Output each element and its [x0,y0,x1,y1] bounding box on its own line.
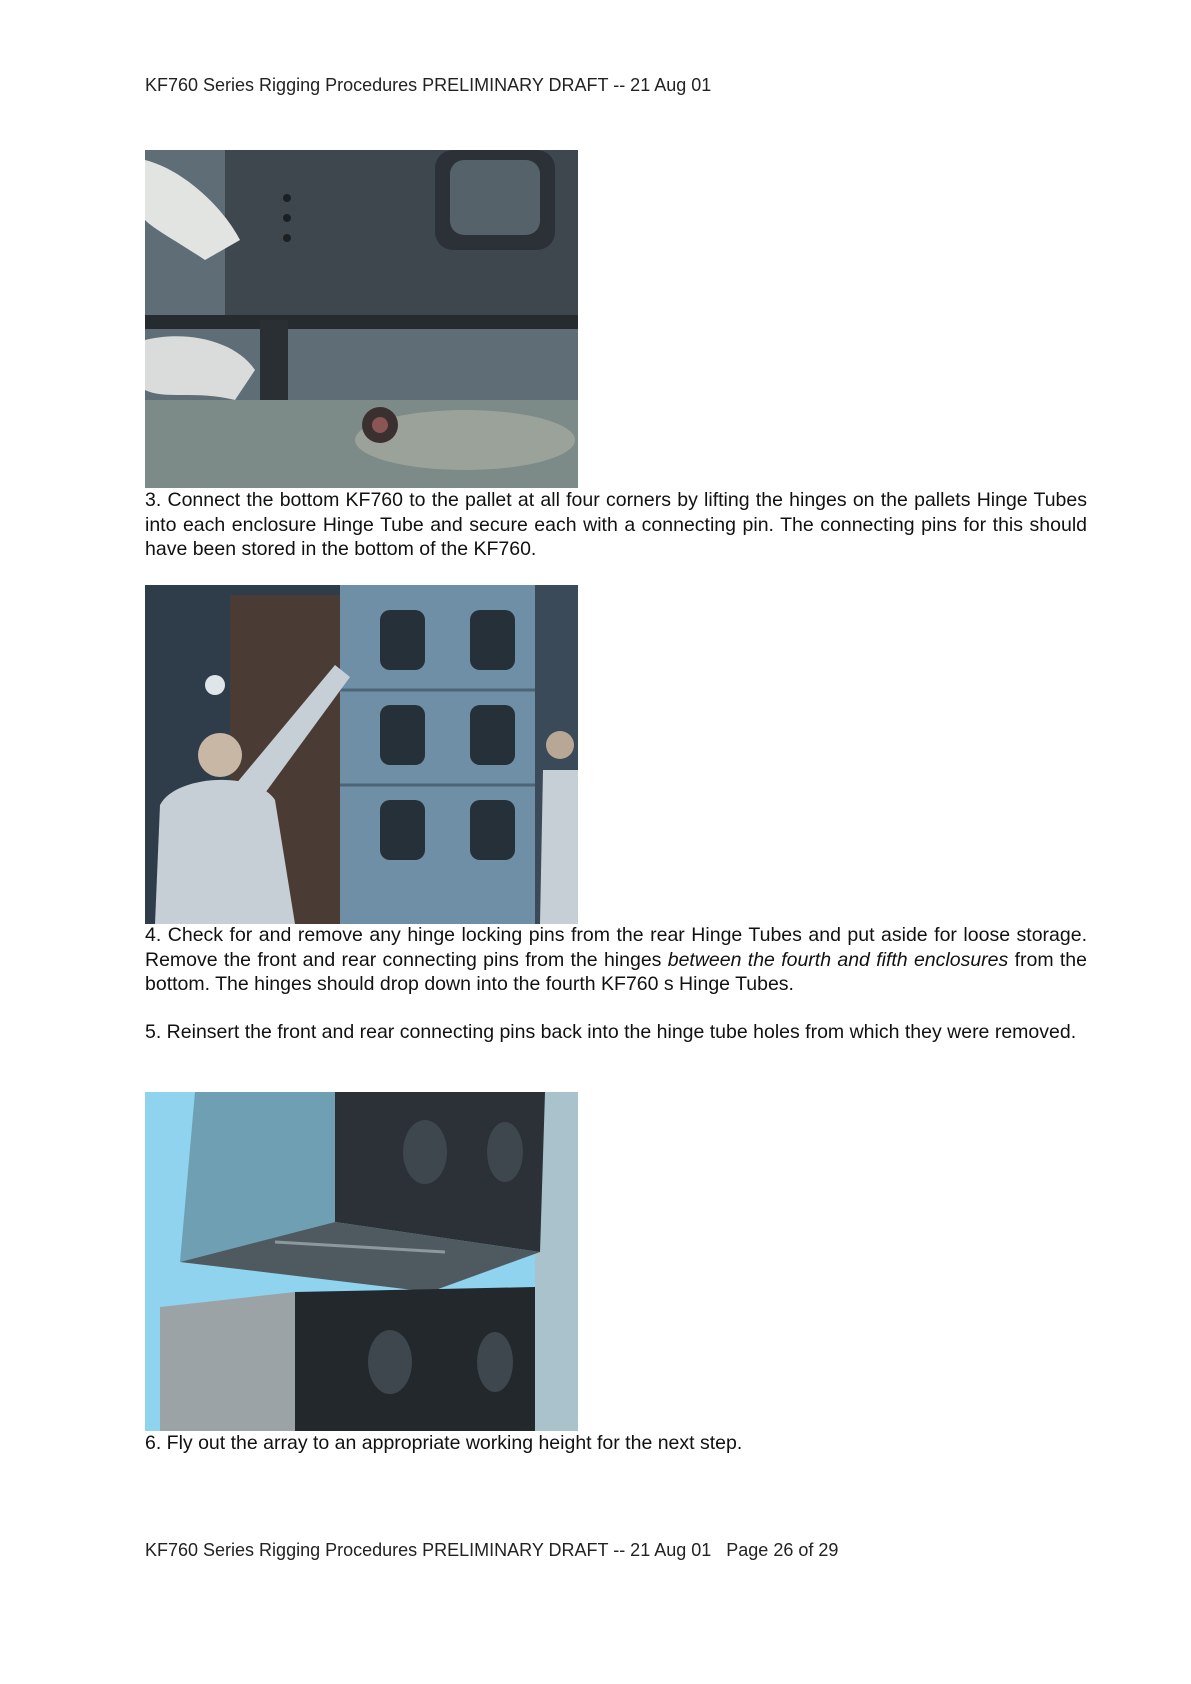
page-header: KF760 Series Rigging Procedures PRELIMINARY DRAFT -- 21 Aug 01 [145,75,712,95]
step-5-text: 5. Reinsert the front and rear connecting pins back into the hinge tube holes from which they were removed. [145,1021,1077,1043]
footer-title: KF760 Series Rigging Procedures PRELIMINARY DRAFT -- 21 Aug 01 [145,1540,712,1560]
step-3-text: 3. Connect the bottom KF760 to the pallet at all four corners by lifting the hinges on the pallets Hinge Tubes into each enclosure Hinge Tube and secure each with a connecting pin. The connecting pins for this should have been stored in the bottom of the KF760. [145,489,1087,560]
step-6-text: 6. Fly out the array to an appropriate working height for the next step. [145,1432,743,1454]
page-footer [145,1540,838,1561]
step-4-text [145,923,1087,997]
photo-enclosures-separated [145,1092,578,1431]
photo-pallet-connection-image [145,150,578,488]
photo-remove-hinge-pins-image [145,585,578,924]
photo-pallet-connection [145,150,578,488]
step-4-text-part2: from the bottom. The hinges should drop down into the fourth KF760 s Hinge Tubes. [145,948,1087,995]
step-4-text-emphasis: between the fourth and fifth enclosures [667,948,1009,971]
step-4-text-part1: 4. Check for and remove any hinge locking pins from the rear Hinge Tubes and put aside for loose storage. Remove the front and rear connecting pins from the hinges [145,924,1087,971]
photo-enclosures-separated-image [145,1092,578,1431]
page-number: Page 26 of 29 [726,1540,839,1560]
photo-remove-hinge-pins [145,585,578,924]
